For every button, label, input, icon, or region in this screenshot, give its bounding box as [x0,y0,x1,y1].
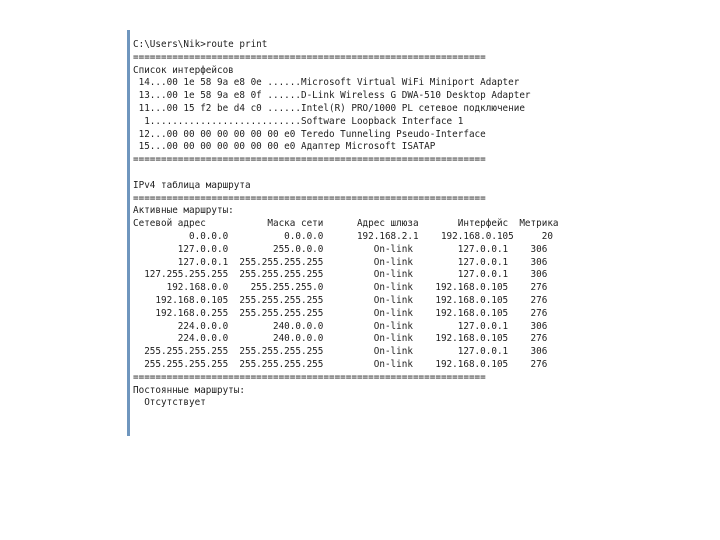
console-line: 14...00 1e 58 9a e8 0e ......Microsoft Virtual WiFi Miniport Adapter [133,77,520,89]
console-line: 224.0.0.0 240.0.0.0 On-link 127.0.0.1 306 [133,320,548,332]
console-line: Активные маршруты: [133,205,234,217]
console-line: 15...00 00 00 00 00 00 00 e0 Адаптер Microsoft ISATAP [133,141,436,153]
console-line: 255.255.255.255 255.255.255.255 On-link 127.0.0.1 306 [133,346,548,358]
console-line: 192.168.0.0 255.255.255.0 On-link 192.168.0.105 276 [133,282,548,294]
console-line [133,167,559,180]
console-line: 127.0.0.1 255.255.255.255 On-link 127.0.0.1 306 [133,256,548,268]
console-line: 1...........................Software Loopback Interface 1 [133,115,464,127]
console-line: 127.255.255.255 255.255.255.255 On-link 127.0.0.1 306 [133,269,548,281]
console-line: =============================================================== [133,371,486,383]
console-window [127,30,597,436]
console-output [133,39,559,410]
console-line: IPv4 таблица маршрута [133,179,251,191]
console-line: Сетевой адрес Маска сети Адрес шлюза Интерфейс Метрика [133,218,559,230]
console-line: Постоянные маршруты: [133,384,245,396]
console-line: C:\Users\Nik>route print [133,39,268,50]
console-line: 13...00 1e 58 9a e8 0f ......D-Link Wireless G DWA-510 Desktop Adapter [133,90,531,102]
console-line: 224.0.0.0 240.0.0.0 On-link 192.168.0.105 276 [133,333,548,345]
console-line: Список интерфейсов [133,64,234,76]
console-line: 127.0.0.0 255.0.0.0 On-link 127.0.0.1 306 [133,243,548,255]
console-line: =============================================================== [133,51,486,63]
console-line: Отсутствует [133,397,206,409]
console-line: =============================================================== [133,154,486,166]
console-line: 192.168.0.255 255.255.255.255 On-link 192.168.0.105 276 [133,307,548,319]
console-line: 255.255.255.255 255.255.255.255 On-link 192.168.0.105 276 [133,358,548,370]
console-line: 192.168.0.105 255.255.255.255 On-link 192.168.0.105 276 [133,294,548,306]
console-line: =============================================================== [133,192,486,204]
console-line: 11...00 15 f2 be d4 c0 ......Intel(R) PRO/1000 PL сетевое подключение [133,102,525,114]
console-line: 12...00 00 00 00 00 00 00 e0 Teredo Tunneling Pseudo-Interface [133,128,486,140]
console-line: 0.0.0.0 0.0.0.0 192.168.2.1 192.168.0.105 20 [133,230,553,242]
